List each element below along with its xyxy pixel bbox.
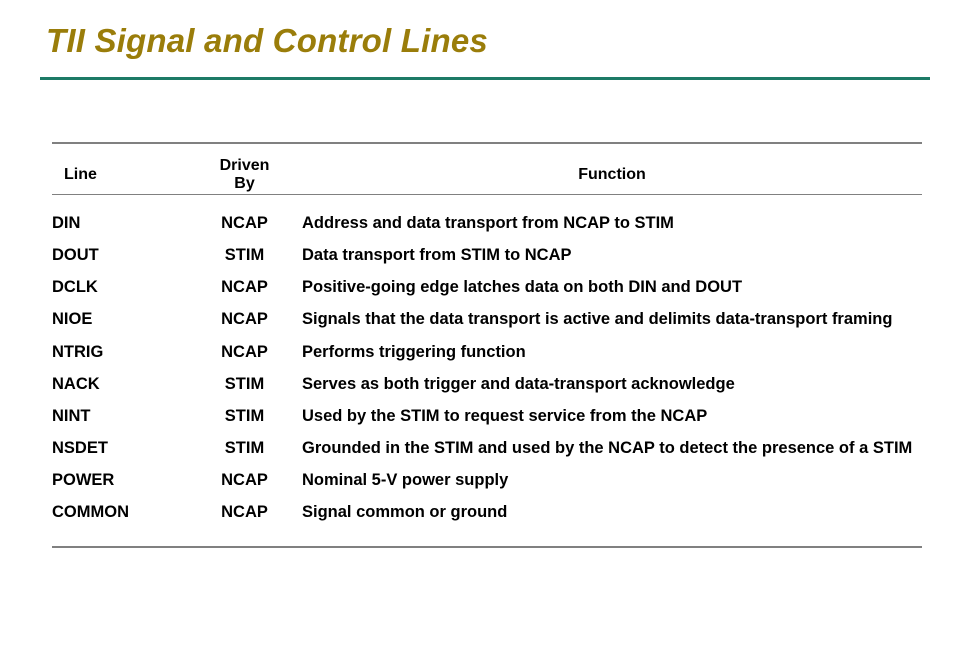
cell-function: Used by the STIM to request service from the NCAP bbox=[302, 406, 708, 425]
cell-function: Address and data transport from NCAP to STIM bbox=[302, 214, 674, 232]
cell-driven-by: NCAP bbox=[221, 278, 268, 297]
column-header-driven-by-line1: Driven bbox=[219, 157, 270, 174]
cell-function: Serves as both trigger and data-transport acknowledge bbox=[302, 374, 735, 393]
table-bottom-rule bbox=[52, 547, 922, 560]
cell-line: DIN bbox=[52, 214, 81, 232]
cell-function: Performs triggering function bbox=[302, 342, 526, 361]
cell-driven-by: STIM bbox=[224, 406, 265, 425]
table-row bbox=[52, 336, 922, 368]
table-row bbox=[52, 432, 922, 464]
cell-driven-by: NCAP bbox=[221, 471, 268, 489]
table-row bbox=[52, 239, 922, 271]
title-divider bbox=[40, 77, 930, 80]
cell-driven-by: NCAP bbox=[221, 214, 268, 232]
cell-driven-by: STIM bbox=[224, 438, 265, 457]
signal-table-container bbox=[52, 142, 922, 560]
cell-line: COMMON bbox=[52, 503, 129, 522]
table-row bbox=[52, 368, 922, 400]
cell-line: POWER bbox=[52, 471, 115, 489]
cell-function: Grounded in the STIM and used by the NCAP to detect the presence of a STIM bbox=[302, 438, 913, 457]
table-row bbox=[52, 271, 922, 303]
cell-driven-by: NCAP bbox=[221, 342, 268, 361]
cell-line: NACK bbox=[52, 374, 100, 393]
table-row bbox=[52, 400, 922, 432]
signal-table bbox=[52, 142, 922, 560]
cell-driven-by: NCAP bbox=[221, 503, 268, 522]
cell-function: Data transport from STIM to NCAP bbox=[302, 246, 572, 265]
cell-driven-by: NCAP bbox=[221, 310, 268, 329]
cell-line: NINT bbox=[52, 406, 91, 425]
table-row bbox=[52, 207, 922, 239]
table-header-rule bbox=[52, 195, 922, 208]
cell-driven-by: STIM bbox=[224, 374, 265, 393]
cell-function: Signal common or ground bbox=[302, 503, 508, 522]
cell-line: DOUT bbox=[52, 246, 99, 265]
column-header-driven-by bbox=[187, 156, 302, 195]
column-header-driven-by-line2: By bbox=[234, 175, 255, 192]
column-header-line: Line bbox=[64, 166, 97, 183]
cell-function: Signals that the data transport is active and delimits data-transport framing bbox=[302, 310, 893, 329]
page-title: TII Signal and Control Lines bbox=[46, 22, 488, 59]
table-row bbox=[52, 464, 922, 496]
cell-line: NTRIG bbox=[52, 342, 104, 361]
table-bottom-spacer bbox=[52, 528, 922, 547]
table-row bbox=[52, 496, 922, 528]
cell-function: Positive-going edge latches data on both DIN and DOUT bbox=[302, 278, 743, 297]
cell-driven-by: STIM bbox=[224, 246, 265, 265]
cell-line: DCLK bbox=[52, 278, 98, 297]
table-header-row bbox=[52, 156, 922, 195]
cell-function: Nominal 5-V power supply bbox=[302, 471, 509, 489]
cell-line: NIOE bbox=[52, 310, 93, 329]
table-top-rule bbox=[52, 143, 922, 156]
cell-line: NSDET bbox=[52, 438, 108, 457]
column-header-function: Function bbox=[578, 166, 646, 183]
table-row bbox=[52, 303, 922, 335]
